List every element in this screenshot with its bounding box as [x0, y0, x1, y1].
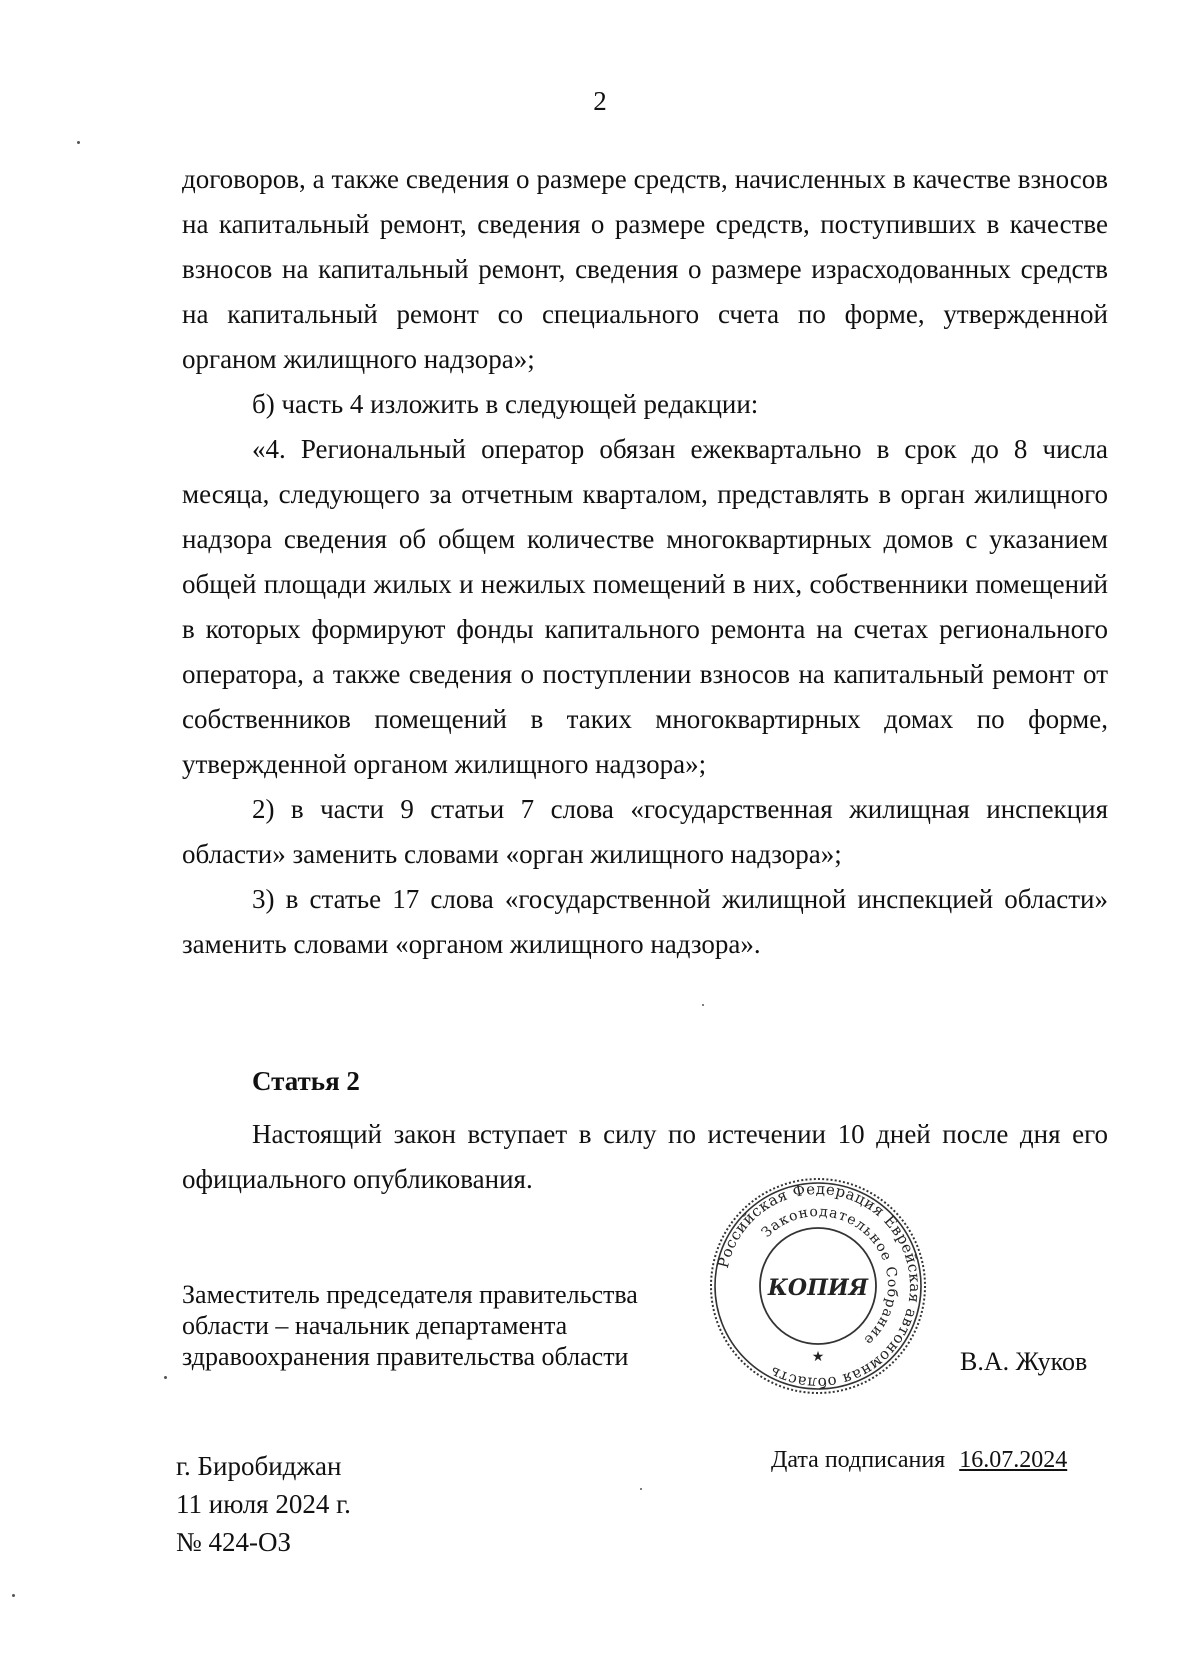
- paragraph-part-4-text: «4. Региональный оператор обязан ежеквартально в срок до 8 числа месяца, следующего за отчетным кварталом, представлять в орган жилищного надзора сведения об общем количестве многоквартирных домов с указанием общей площади жилых и нежилых помещений в них, собственники помещений в которых формируют фонды капитального ремонта на счетах регионального оператора, а также сведения о поступлении взносов на капитальный ремонт от собственников помещений в таких многоквартирных домах по форме, утвержденной органом жилищного надзора»;: [182, 434, 1108, 779]
- law-body-text: [182, 157, 1108, 967]
- signing-date-value: 16.07.2024: [959, 1447, 1068, 1473]
- adoption-date: 11 июля 2024 г.: [176, 1489, 351, 1519]
- paragraph-continuation: договоров, а также сведения о размере средств, начисленных в качестве взносов на капитальный ремонт, сведения о размере средств, поступивших в качестве взносов на капитальный ремонт, сведения о размере израсходованных средств на капитальный ремонт со специального счета по форме, утвержденной органом жилищного надзора»;: [182, 164, 1108, 374]
- signer-name: В.А. Жуков: [960, 1347, 1088, 1376]
- paragraph-item-2: 2) в части 9 статьи 7 слова «государственная жилищная инспекция области» заменить словами «орган жилищного надзора»;: [182, 794, 1108, 869]
- article-text: Настоящий закон вступает в силу по истечении 10 дней после дня его официального опубликования.: [182, 1119, 1108, 1194]
- scan-speck: [164, 1376, 167, 1379]
- scan-speck: [702, 1004, 704, 1006]
- signatory-line: области – начальник департамента: [182, 1311, 568, 1340]
- signatory-line: Заместитель председателя правительства: [182, 1280, 638, 1309]
- page-number: 2: [593, 86, 607, 116]
- signing-date-label: Дата подписания: [771, 1447, 946, 1473]
- signing-date: [771, 1447, 1067, 1474]
- official-seal-stamp: [707, 1175, 929, 1397]
- article-heading: Статья 2: [252, 1066, 360, 1096]
- scan-speck: [12, 1594, 15, 1597]
- city: г. Биробиджан: [176, 1451, 342, 1481]
- signatory-line: здравоохранения правительства области: [182, 1342, 629, 1371]
- star-icon: ★: [811, 1349, 825, 1365]
- place-and-number: [176, 1447, 351, 1561]
- scan-speck: [77, 141, 80, 144]
- seal-inner-ring-text: Законодательное Собрание: [758, 1203, 901, 1349]
- seal-center-text: КОПИЯ: [767, 1275, 869, 1301]
- law-number: № 424-ОЗ: [176, 1527, 292, 1557]
- paragraph-item-3: 3) в статье 17 слова «государственной жилищной инспекцией области» заменить словами «органом жилищного надзора».: [182, 884, 1108, 959]
- scan-speck: [640, 1488, 642, 1490]
- signatory-title: [182, 1279, 702, 1372]
- paragraph-part-4-intro: б) часть 4 изложить в следующей редакции:: [252, 389, 759, 419]
- seal-ring-text: Российская Федерация Еврейская автономная область: [713, 1179, 925, 1393]
